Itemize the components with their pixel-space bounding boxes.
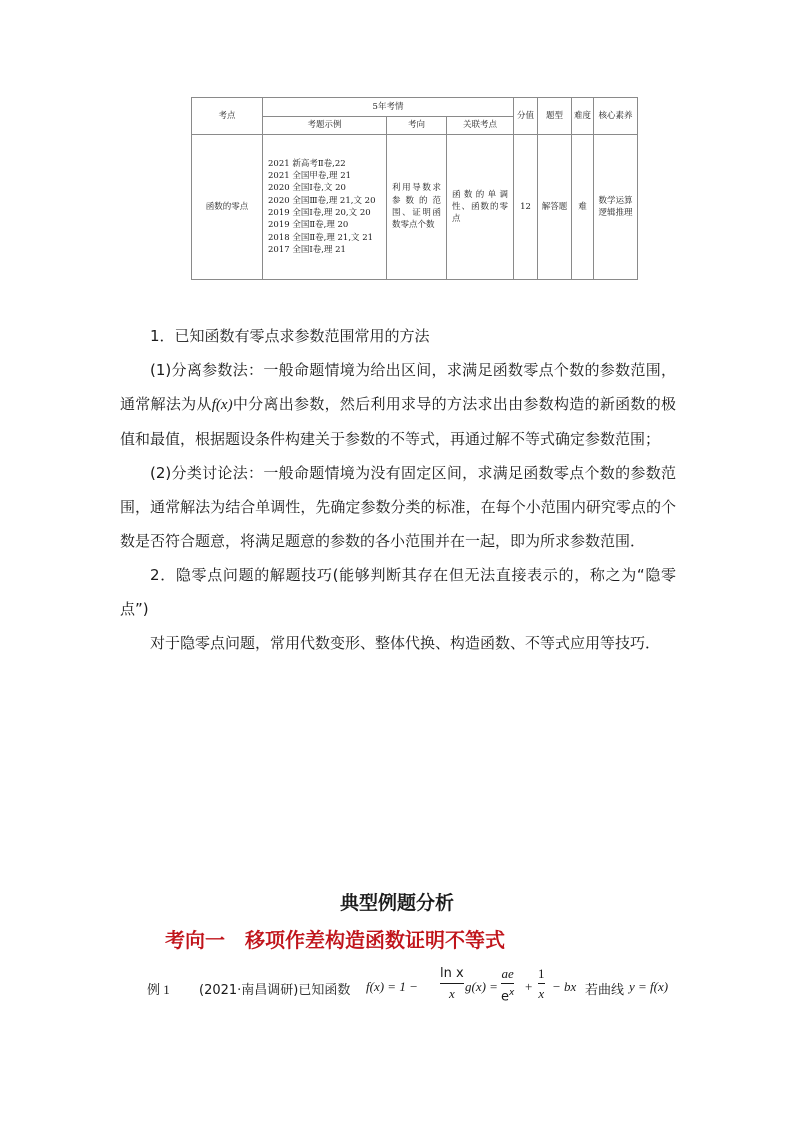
frac-denominator-base: e — [501, 989, 509, 1005]
frac-denominator: x — [538, 986, 545, 1001]
exam-info-table — [191, 97, 638, 280]
header-tixing: 题型 — [538, 98, 572, 135]
cell-guanlian: 函数的单调性、函数的零点 — [447, 135, 514, 280]
example-item: 2019 全国Ⅰ卷,理 20,文 20 — [268, 208, 371, 219]
curve-expr: y = f(x) — [629, 979, 669, 994]
frac-denominator-exponent: x — [509, 988, 515, 998]
example-item: 2020 全国Ⅲ卷,理 21,文 20 — [268, 195, 376, 206]
fraction-bar — [501, 983, 514, 984]
frac-numerator: ln x — [440, 966, 464, 981]
paragraph-heading-1: 1．已知函数有零点求参数范围常用的方法 — [150, 327, 430, 345]
example-item: 2020 全国Ⅰ卷,文 20 — [268, 183, 346, 194]
cell-examples — [263, 135, 387, 280]
direction-title: 考向一 移项作差构造函数证明不等式 — [165, 928, 505, 952]
fx-lhs: f(x) = 1 − — [366, 979, 418, 994]
header-fenzhi: 分值 — [514, 98, 538, 135]
fraction-ae-over-ex — [501, 965, 514, 1005]
fraction-lnx-over-x — [440, 965, 464, 1002]
cell-tixing: 解答题 — [538, 135, 572, 280]
frac-numerator: ae — [501, 966, 514, 981]
gx-lhs: g(x) = — [465, 979, 498, 994]
p2-part-a: (1)分离参数法：一般命题情境为给出区间，求满足函数零点个数的参数范围，通常解法为从 — [120, 361, 676, 413]
example-item: 2021 新高考Ⅱ卷,22 — [268, 158, 346, 169]
paragraph-separation-method — [120, 353, 676, 456]
cell-kaoxiang: 利用导数求参数的范围、证明函数零点个数 — [387, 135, 447, 280]
frac-numerator: 1 — [538, 966, 545, 981]
example-item: 2019 全国Ⅱ卷,理 20 — [268, 220, 349, 231]
example-item: 2021 全国甲卷,理 21 — [268, 171, 352, 182]
paragraph-hidden-zero: 对于隐零点问题，常用代数变形、整体代换、构造函数、不等式应用等技巧． — [150, 634, 661, 652]
header-hexin: 核心素养 — [594, 98, 638, 135]
hexin-line: 逻辑推理 — [598, 208, 633, 219]
hexin-line: 数学运算 — [598, 195, 633, 206]
header-kaodian: 考点 — [192, 98, 263, 135]
frac-denominator — [501, 985, 514, 1005]
p2-part-b: 中分离出参数，然后利用求导的方法求出由参数构造的新函数的极值和最值，根据题设条件构建关于参数的不等式，再通过解不等式确定参数范围； — [120, 395, 676, 448]
ruo-text: 若曲线 — [585, 983, 625, 998]
paragraph-classification-method: (2)分类讨论法：一般命题情境为没有固定区间，求满足函数零点个数的参数范围，通常解法为结合单调性，先确定参数分类的标准，在每个小范围内研究零点的个数是否符合题意，将满足题意的参数的各小范围并在一起，即为所求参数范围． — [120, 464, 676, 550]
cell-fenzhi: 12 — [514, 135, 538, 280]
example-item: 2017 全国Ⅰ卷,理 21 — [268, 245, 346, 256]
example-1-line — [147, 965, 677, 1009]
header-nandu: 难度 — [572, 98, 594, 135]
fraction-1-over-x — [538, 965, 545, 1002]
cell-kaodian: 函数的零点 — [192, 135, 263, 280]
table-row — [192, 135, 638, 280]
cell-nandu: 难 — [572, 135, 594, 280]
example-source: (2021·南昌调研)已知函数 — [199, 983, 351, 998]
fraction-bar — [538, 983, 545, 984]
header-5year: 5年考情 — [263, 98, 514, 117]
subheader-kaotishili: 考题示例 — [263, 117, 387, 135]
plus-sign: + — [525, 979, 533, 994]
example-label: 例 1 — [147, 982, 170, 997]
example-item: 2018 全国Ⅱ卷,理 21,文 21 — [268, 232, 374, 243]
method-text — [120, 319, 676, 660]
frac-denominator: x — [448, 986, 455, 1001]
subheader-guanlian: 关联考点 — [447, 117, 514, 135]
paragraph-heading-2: 2．隐零点问题的解题技巧(能够判断其存在但无法直接表示的，称之为“隐零点”) — [120, 566, 676, 618]
section-title: 典型例题分析 — [339, 892, 454, 914]
p2-fx: f(x) — [211, 397, 233, 413]
fraction-bar — [440, 983, 464, 984]
subheader-kaoxiang: 考向 — [387, 117, 447, 135]
cell-hexin — [594, 135, 638, 280]
bx-term: − bx — [552, 979, 577, 994]
